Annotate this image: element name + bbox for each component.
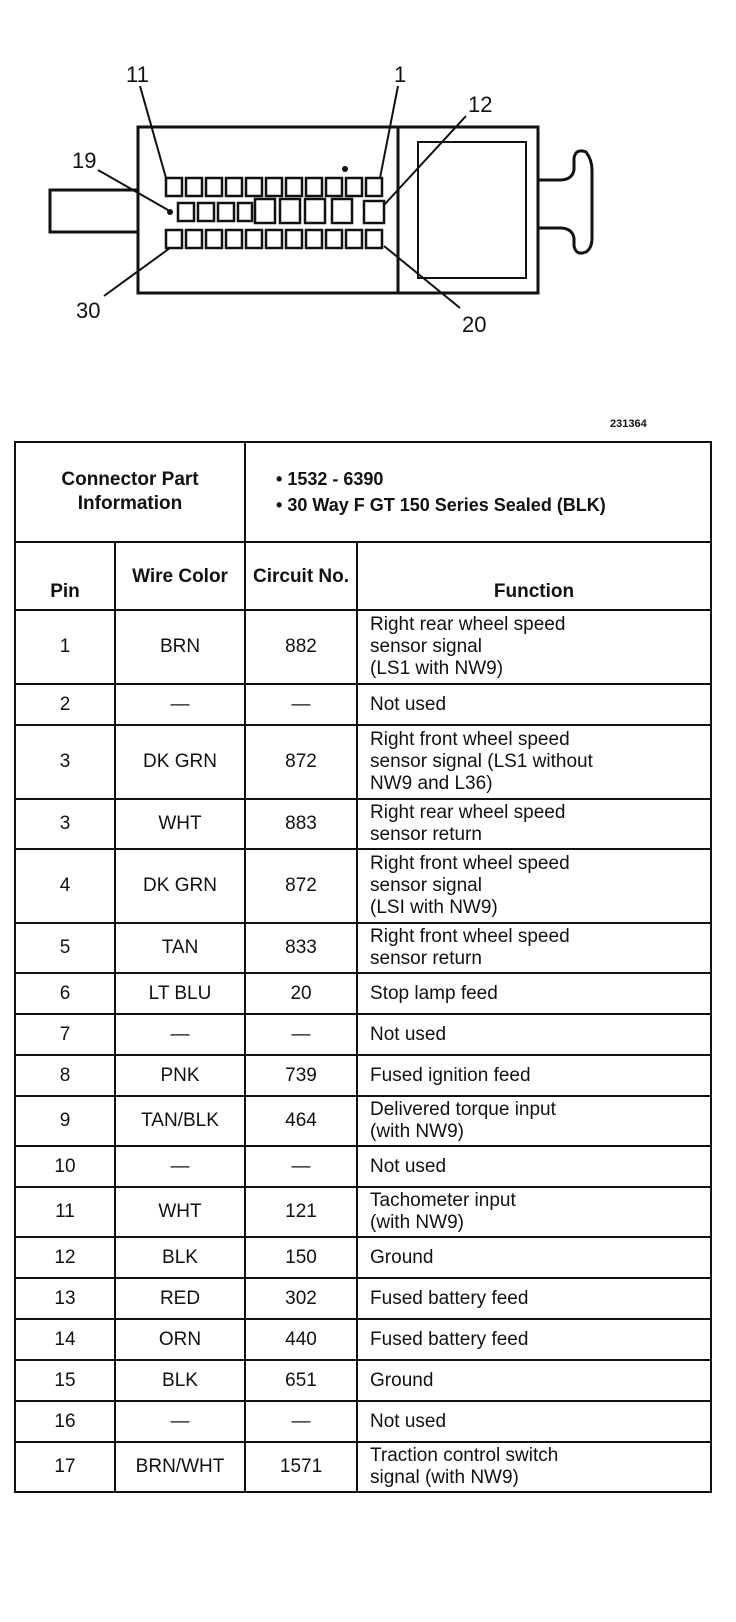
table-row bbox=[15, 1096, 711, 1146]
table-row bbox=[15, 1237, 711, 1278]
index-dot-top bbox=[342, 166, 348, 172]
pin-cell: 2 bbox=[15, 684, 115, 725]
pin-cell: 7 bbox=[15, 1014, 115, 1055]
function-cell: Not used bbox=[357, 1014, 711, 1055]
circuit-cell: 302 bbox=[245, 1278, 357, 1319]
function-cell: Tachometer input (with NW9) bbox=[357, 1187, 711, 1237]
circuit-cell: 464 bbox=[245, 1096, 357, 1146]
cavity-row-top bbox=[166, 178, 382, 196]
wire-color-cell: DK GRN bbox=[115, 849, 245, 923]
wire-color-cell: DK GRN bbox=[115, 725, 245, 799]
wire-color-cell: BRN bbox=[115, 610, 245, 684]
pin-cell: 3 bbox=[15, 799, 115, 849]
pin-label-20: 20 bbox=[462, 312, 487, 337]
table-row bbox=[15, 1360, 711, 1401]
circuit-cell: 833 bbox=[245, 923, 357, 973]
circuit-no-header: Circuit No. bbox=[245, 542, 357, 610]
pin-cell: 15 bbox=[15, 1360, 115, 1401]
wire-color-cell: WHT bbox=[115, 1187, 245, 1237]
part-info-cell bbox=[245, 442, 711, 542]
pin-label-1: 1 bbox=[394, 62, 407, 87]
pin-header: Pin bbox=[15, 542, 115, 610]
wire-color-cell: BRN/WHT bbox=[115, 1442, 245, 1492]
pin-cell: 8 bbox=[15, 1055, 115, 1096]
wire-color-cell: TAN bbox=[115, 923, 245, 973]
pin-cell: 6 bbox=[15, 973, 115, 1014]
cavity-row-middle bbox=[178, 199, 384, 223]
function-cell: Not used bbox=[357, 684, 711, 725]
cavity-row-bottom bbox=[166, 230, 382, 248]
pin-cell: 3 bbox=[15, 725, 115, 799]
pin-cell: 12 bbox=[15, 1237, 115, 1278]
wire-color-cell: — bbox=[115, 1014, 245, 1055]
figure-id: 231364 bbox=[610, 418, 647, 430]
wire-color-cell: — bbox=[115, 1146, 245, 1187]
pin-label-19: 19 bbox=[72, 148, 97, 173]
function-cell: Delivered torque input (with NW9) bbox=[357, 1096, 711, 1146]
table-row bbox=[15, 1014, 711, 1055]
wire-color-cell: WHT bbox=[115, 799, 245, 849]
function-cell: Fused ignition feed bbox=[357, 1055, 711, 1096]
circuit-cell: 651 bbox=[245, 1360, 357, 1401]
table-row bbox=[15, 1442, 711, 1492]
circuit-cell: 872 bbox=[245, 849, 357, 923]
function-cell: Ground bbox=[357, 1237, 711, 1278]
connector-part-label: Connector Part Information bbox=[15, 442, 245, 542]
wire-color-cell: ORN bbox=[115, 1319, 245, 1360]
function-cell: Right rear wheel speed sensor signal (LS1 with NW9) bbox=[357, 610, 711, 684]
function-cell: Right rear wheel speed sensor return bbox=[357, 799, 711, 849]
wire-color-cell: — bbox=[115, 684, 245, 725]
circuit-cell: 882 bbox=[245, 610, 357, 684]
circuit-cell: 121 bbox=[245, 1187, 357, 1237]
table-row bbox=[15, 1401, 711, 1442]
pin-cell: 16 bbox=[15, 1401, 115, 1442]
pin-cell: 11 bbox=[15, 1187, 115, 1237]
function-cell: Traction control switch signal (with NW9) bbox=[357, 1442, 711, 1492]
function-header: Function bbox=[357, 542, 711, 610]
pin-cell: 1 bbox=[15, 610, 115, 684]
column-header-row bbox=[15, 542, 711, 610]
table-row bbox=[15, 923, 711, 973]
function-cell: Right front wheel speed sensor signal (LSI with NW9) bbox=[357, 849, 711, 923]
table-row bbox=[15, 725, 711, 799]
circuit-cell: — bbox=[245, 684, 357, 725]
part-info-header-row bbox=[15, 442, 711, 542]
table-row bbox=[15, 849, 711, 923]
pin-cell: 5 bbox=[15, 923, 115, 973]
circuit-cell: 872 bbox=[245, 725, 357, 799]
wire-color-cell: LT BLU bbox=[115, 973, 245, 1014]
circuit-cell: 150 bbox=[245, 1237, 357, 1278]
connector-diagram bbox=[0, 0, 736, 400]
circuit-cell: 739 bbox=[245, 1055, 357, 1096]
function-cell: Fused battery feed bbox=[357, 1319, 711, 1360]
wire-color-header: Wire Color bbox=[115, 542, 245, 610]
pin-cell: 13 bbox=[15, 1278, 115, 1319]
pin-label-11: 11 bbox=[126, 62, 149, 87]
table-row bbox=[15, 684, 711, 725]
table-row bbox=[15, 973, 711, 1014]
function-cell: Fused battery feed bbox=[357, 1278, 711, 1319]
circuit-cell: — bbox=[245, 1146, 357, 1187]
part-info-item: • 30 Way F GT 150 Series Sealed (BLK) bbox=[276, 495, 606, 515]
connector-pinout-table bbox=[14, 441, 712, 1493]
table-row bbox=[15, 1319, 711, 1360]
pin-cell: 4 bbox=[15, 849, 115, 923]
table-row bbox=[15, 1055, 711, 1096]
wire-color-cell: PNK bbox=[115, 1055, 245, 1096]
pin-label-30: 30 bbox=[76, 298, 101, 323]
part-info-item: • 1532 - 6390 bbox=[276, 469, 384, 489]
circuit-cell: — bbox=[245, 1014, 357, 1055]
wire-color-cell: BLK bbox=[115, 1237, 245, 1278]
circuit-cell: — bbox=[245, 1401, 357, 1442]
bullet-icon: • bbox=[276, 495, 283, 515]
wire-color-cell: BLK bbox=[115, 1360, 245, 1401]
function-cell: Not used bbox=[357, 1401, 711, 1442]
table-row bbox=[15, 1146, 711, 1187]
pin-cell: 14 bbox=[15, 1319, 115, 1360]
function-cell: Not used bbox=[357, 1146, 711, 1187]
circuit-cell: 883 bbox=[245, 799, 357, 849]
wire-color-cell: RED bbox=[115, 1278, 245, 1319]
bullet-icon: • bbox=[276, 469, 283, 489]
function-cell: Right front wheel speed sensor return bbox=[357, 923, 711, 973]
pin-cell: 17 bbox=[15, 1442, 115, 1492]
table-row bbox=[15, 799, 711, 849]
circuit-cell: 440 bbox=[245, 1319, 357, 1360]
pin-cell: 10 bbox=[15, 1146, 115, 1187]
table-row bbox=[15, 1187, 711, 1237]
function-cell: Stop lamp feed bbox=[357, 973, 711, 1014]
wire-color-cell: TAN/BLK bbox=[115, 1096, 245, 1146]
circuit-cell: 1571 bbox=[245, 1442, 357, 1492]
circuit-cell: 20 bbox=[245, 973, 357, 1014]
function-cell: Right front wheel speed sensor signal (LS1 without NW9 and L36) bbox=[357, 725, 711, 799]
pin-label-12: 12 bbox=[468, 92, 493, 117]
wire-color-cell: — bbox=[115, 1401, 245, 1442]
table-row bbox=[15, 610, 711, 684]
function-cell: Ground bbox=[357, 1360, 711, 1401]
pin-cell: 9 bbox=[15, 1096, 115, 1146]
table-row bbox=[15, 1278, 711, 1319]
